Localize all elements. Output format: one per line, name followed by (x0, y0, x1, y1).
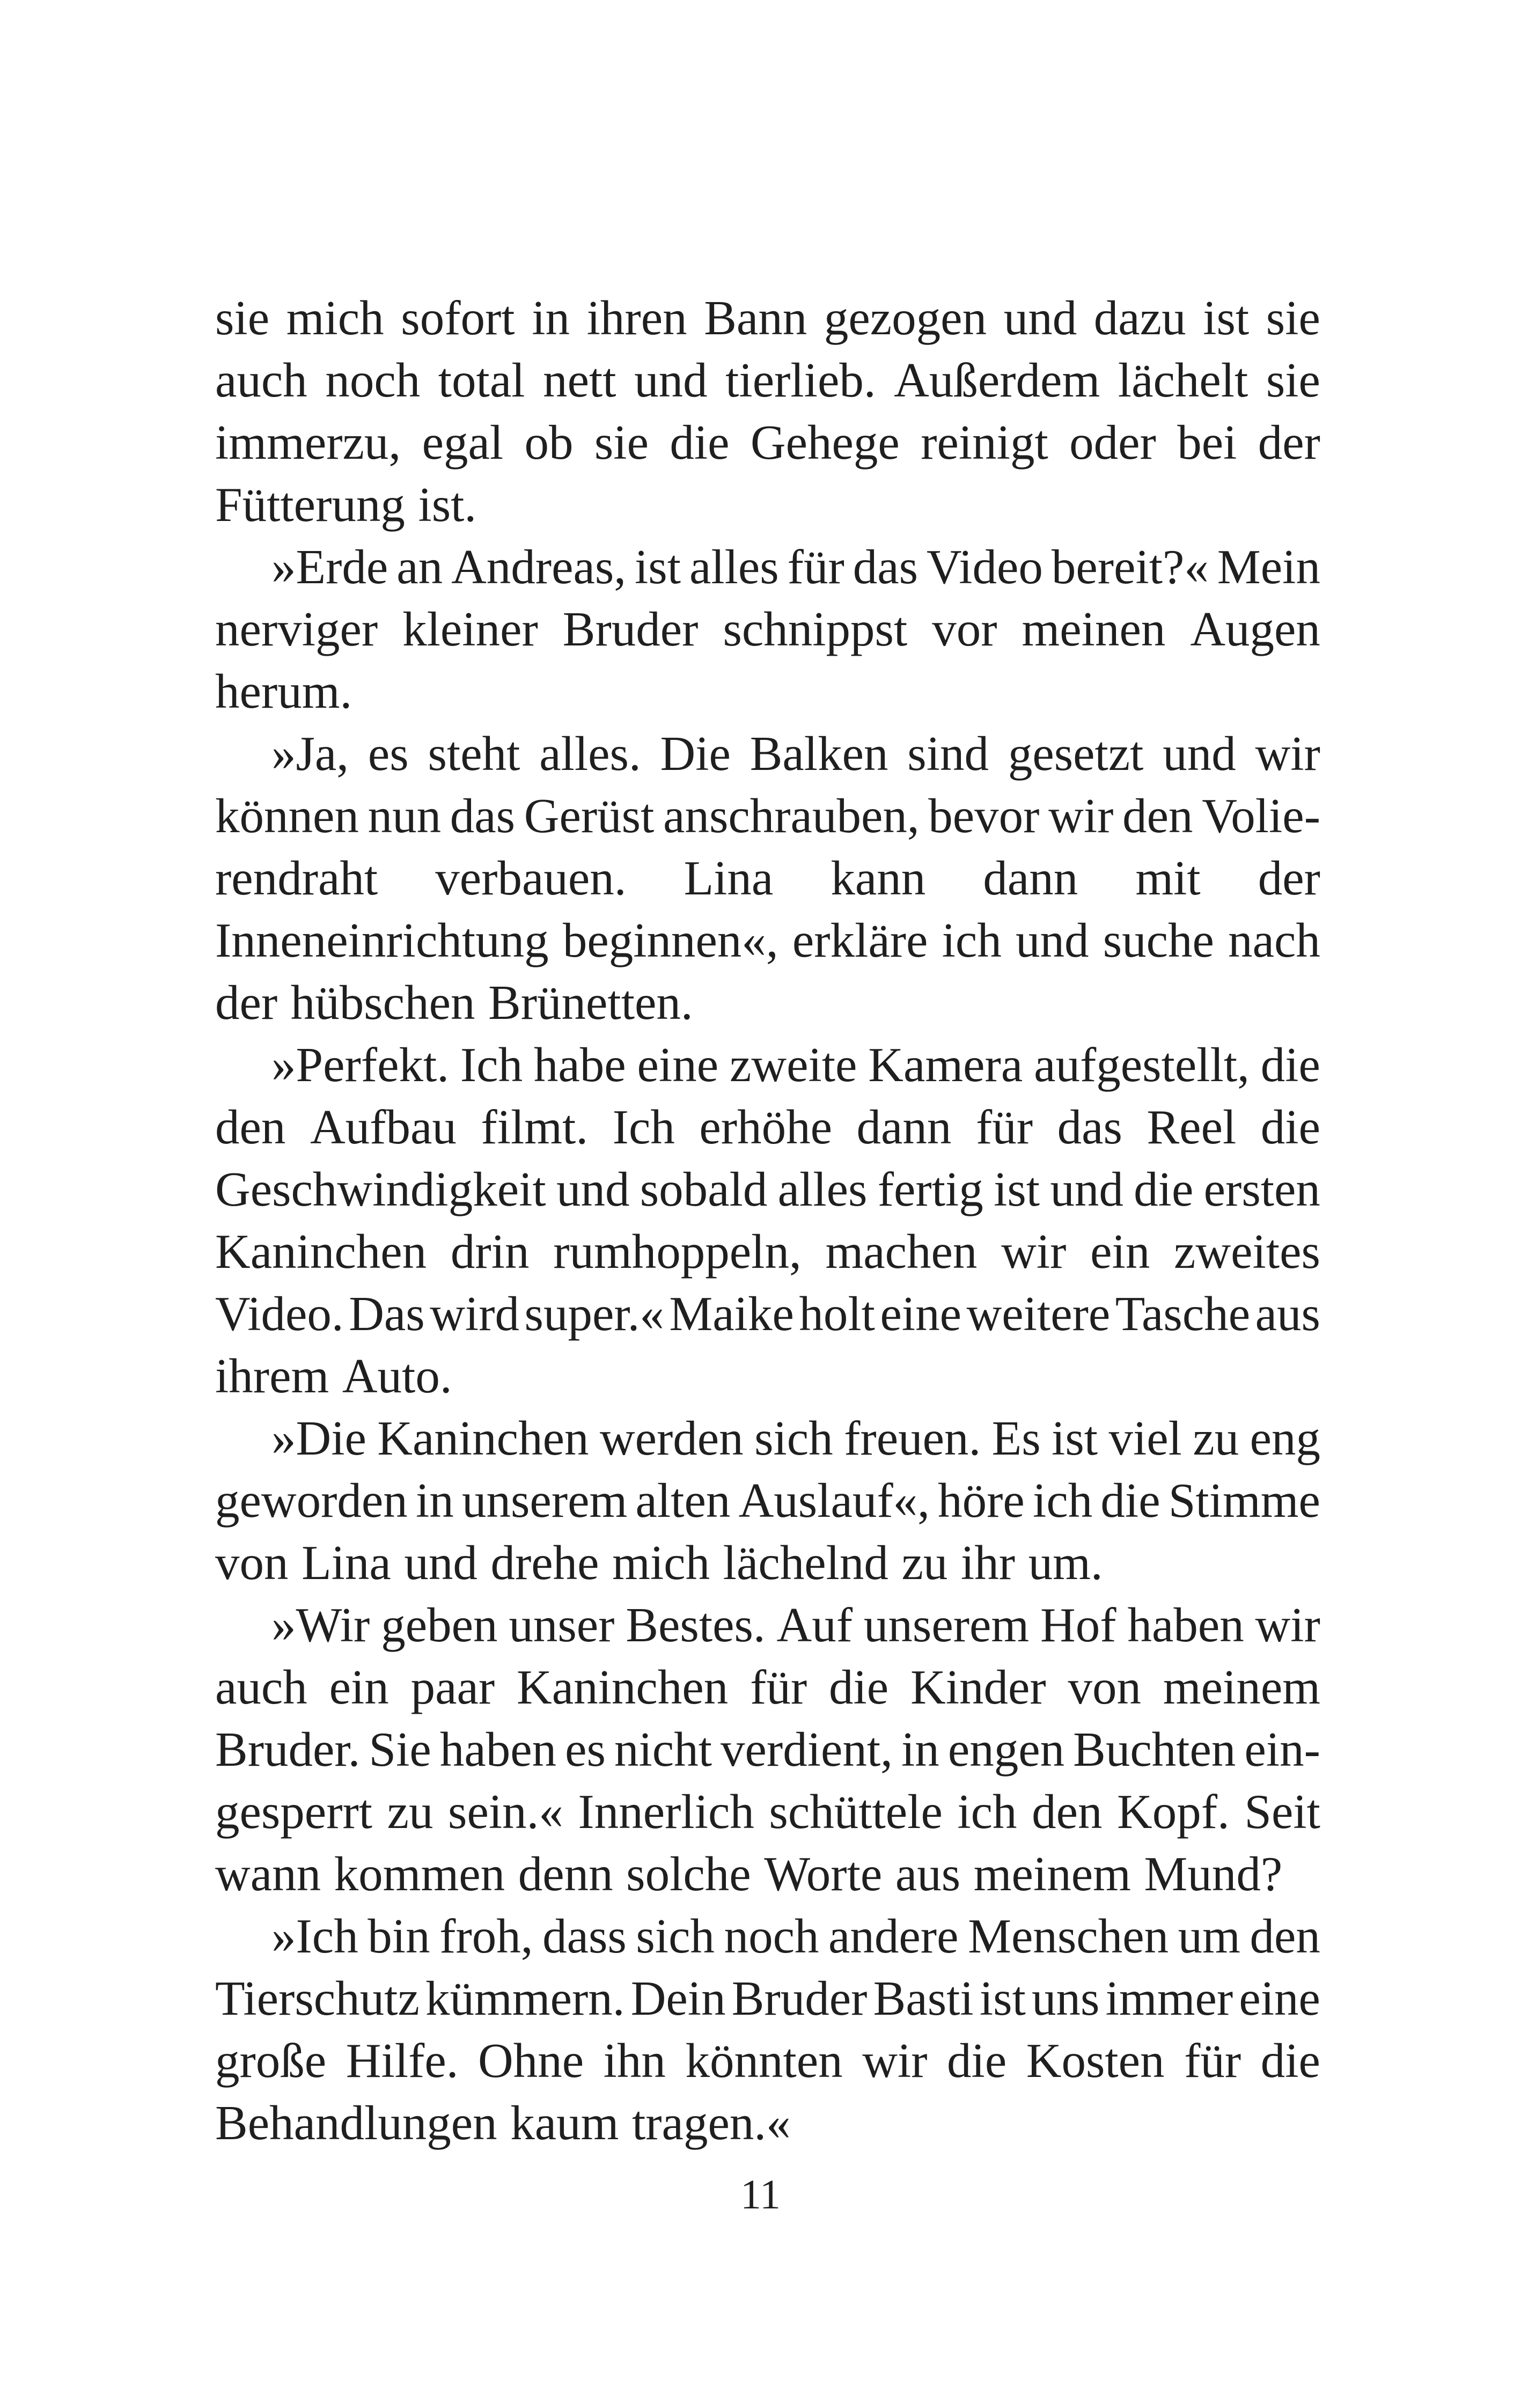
word: alles (777, 1162, 868, 1216)
word: meinem (1163, 1660, 1320, 1714)
word: können (215, 789, 359, 843)
word: froh, (439, 1909, 533, 1963)
word: Bruder (731, 1971, 868, 2025)
word: weitere (966, 1287, 1111, 1341)
word: unserem (462, 1473, 628, 1528)
text-line (215, 1594, 1320, 1656)
word: Kaninchen (215, 1224, 427, 1279)
word: ist (1203, 291, 1250, 345)
word: wir (862, 2033, 928, 2088)
word: wir (1048, 789, 1114, 843)
word: kleiner (402, 602, 538, 656)
word: total (438, 353, 525, 407)
word: ein (1090, 1224, 1150, 1279)
word: egal (422, 415, 504, 469)
word: mit (1135, 851, 1201, 905)
word: eine (637, 1038, 719, 1092)
text-line (215, 1843, 1320, 1905)
word: Kopf. (1117, 1785, 1230, 1839)
word: in (416, 1473, 454, 1528)
word: die (828, 1660, 889, 1714)
word: engen (947, 1722, 1065, 1776)
word: aufgestellt, (1034, 1038, 1250, 1092)
word: unser (509, 1598, 615, 1652)
body-text (215, 287, 1320, 2154)
word: mich (286, 291, 384, 345)
word: zu (387, 1785, 433, 1839)
word: ihrem (215, 1349, 329, 1403)
word: ist (979, 1971, 1026, 2025)
word: Außerdem (894, 353, 1100, 407)
word: vor (932, 602, 997, 656)
word: solche (626, 1847, 751, 1901)
paragraph (215, 1407, 1320, 1594)
text-line (215, 1096, 1320, 1158)
word: Sie (369, 1722, 431, 1776)
word: uns (1032, 1971, 1100, 2025)
word: wir (1001, 1224, 1067, 1279)
word: nun (368, 789, 442, 843)
word: Hilfe. (346, 2033, 459, 2088)
word: eng (1250, 1411, 1320, 1465)
word: Maike (669, 1287, 794, 1341)
word: haben (1127, 1598, 1244, 1652)
word: Kosten (1026, 2033, 1165, 2088)
word: Kamera (868, 1038, 1023, 1092)
word: Video. (215, 1287, 344, 1341)
word: auch (215, 1660, 307, 1714)
word: Basti (873, 1971, 974, 2025)
word: drin (450, 1224, 530, 1279)
word: das (853, 540, 919, 594)
word: Bann (704, 291, 807, 345)
paragraph (215, 536, 1320, 723)
word: Worte (764, 1847, 883, 1901)
word: wird (430, 1287, 520, 1341)
word: von (215, 1536, 289, 1590)
word: rumhoppeln, (553, 1224, 802, 1279)
word: »Ich (271, 1909, 358, 1963)
word: Auslauf«, (738, 1473, 930, 1528)
word: wir (1255, 726, 1320, 781)
word: ein- (1244, 1722, 1320, 1776)
word: nett (543, 353, 616, 407)
word: aus (895, 1847, 961, 1901)
word: die (670, 415, 730, 469)
word: große (215, 2033, 327, 2088)
word: lächelnd (723, 1536, 888, 1590)
word: ist (1052, 1411, 1098, 1465)
word: zu (901, 1536, 948, 1590)
word: filmt. (481, 1100, 589, 1154)
word: nerviger (215, 602, 378, 656)
text-line (215, 1283, 1320, 1345)
word: Es (991, 1411, 1041, 1465)
word: für (1184, 2033, 1241, 2088)
word: paar (410, 1660, 495, 1714)
word: ist (635, 540, 681, 594)
word: Innerlich (578, 1785, 754, 1839)
text-line (215, 1470, 1320, 1532)
word: immerzu, (215, 415, 401, 469)
word: »Wir (271, 1598, 370, 1652)
word: bevor (928, 789, 1040, 843)
word: Mein (1217, 540, 1320, 594)
word: Kaninchen (377, 1411, 589, 1465)
word: Buchten (1073, 1722, 1236, 1776)
word: dass (542, 1909, 627, 1963)
word: Geschwindigkeit (215, 1162, 546, 1216)
word: Balken (750, 726, 888, 781)
word: Das (349, 1287, 425, 1341)
text-line (215, 972, 1320, 1034)
word: sich (636, 1909, 715, 1963)
word: schüttele (769, 1785, 943, 1839)
text-line (215, 1034, 1320, 1096)
word: wir (1255, 1598, 1320, 1652)
text-line (215, 349, 1320, 412)
word: meinem (973, 1847, 1131, 1901)
word: schnippst (723, 602, 908, 656)
word: Behandlungen (215, 2096, 497, 2150)
word: Hof (1040, 1598, 1116, 1652)
text-line (215, 1532, 1320, 1594)
word: gezogen (824, 291, 987, 345)
word: ich (957, 1785, 1017, 1839)
text-line (215, 1781, 1320, 1843)
word: Lina (684, 851, 774, 905)
word: steht (428, 726, 520, 781)
word: für (975, 1100, 1033, 1154)
word: Video (926, 540, 1043, 594)
paragraph (215, 287, 1320, 536)
word: immer (1105, 1971, 1233, 2025)
word: sich (754, 1411, 833, 1465)
word: Bruder. (215, 1722, 361, 1776)
word: eine (880, 1287, 962, 1341)
text-line (215, 847, 1320, 909)
word: ihren (586, 291, 687, 345)
word: bin (368, 1909, 430, 1963)
word: es (368, 726, 409, 781)
word: »Erde (271, 540, 388, 594)
paragraph (215, 1905, 1320, 2154)
word: oder (1069, 415, 1156, 469)
word: sie (594, 415, 649, 469)
word: der (215, 975, 278, 1030)
word: drehe (490, 1536, 599, 1590)
word: gesetzt (1008, 726, 1144, 781)
word: rendraht (215, 851, 378, 905)
word: und (1050, 1162, 1123, 1216)
text-line (215, 723, 1320, 785)
word: und (634, 353, 708, 407)
word: die (1260, 1100, 1320, 1154)
word: ich (1033, 1473, 1093, 1528)
text-line (215, 1656, 1320, 1719)
word: werden (599, 1411, 744, 1465)
word: ist (994, 1162, 1040, 1216)
word: kommen (334, 1847, 505, 1901)
word: Tierschutz (215, 1971, 420, 2025)
word: hübschen (290, 975, 475, 1030)
text-line (215, 412, 1320, 474)
word: den (1032, 1785, 1103, 1839)
word: reinigt (921, 415, 1048, 469)
word: Andreas, (451, 540, 627, 594)
text-line (215, 474, 1320, 536)
word: denn (518, 1847, 613, 1901)
word: Auf (776, 1598, 853, 1652)
word: viel (1108, 1411, 1182, 1465)
word: die (947, 2033, 1007, 2088)
word: suche (1103, 913, 1214, 967)
text-line (215, 1905, 1320, 1967)
word: und (1003, 291, 1077, 345)
word: super.« (524, 1287, 664, 1341)
word: ein (329, 1660, 389, 1714)
word: meinen (1022, 602, 1166, 656)
word: ist. (418, 478, 477, 532)
word: freuen. (844, 1411, 981, 1465)
word: sofort (401, 291, 515, 345)
word: tragen.« (631, 2096, 791, 2150)
text-line (215, 1345, 1320, 1407)
paragraph (215, 723, 1320, 1034)
word: Volie- (1202, 789, 1320, 843)
word: dazu (1093, 291, 1186, 345)
word: Dein (630, 1971, 726, 2025)
word: gesperrt (215, 1785, 373, 1839)
word: bei (1177, 415, 1237, 469)
word: zu (1193, 1411, 1239, 1465)
word: sie (215, 291, 270, 345)
word: es (565, 1722, 606, 1776)
word: den (215, 1100, 286, 1154)
word: zweite (729, 1038, 857, 1092)
word: kümmern. (425, 1971, 625, 2025)
word: Brünetten. (488, 975, 693, 1030)
word: Ich (612, 1100, 675, 1154)
word: die (1134, 1162, 1194, 1216)
word: machen (825, 1224, 978, 1279)
word: erkläre (792, 913, 928, 967)
word: der (1258, 415, 1320, 469)
text-line (215, 2030, 1320, 2092)
word: den (1250, 1909, 1320, 1963)
word: in (901, 1722, 939, 1776)
text-line (215, 1719, 1320, 1781)
word: ich (942, 913, 1002, 967)
word: anschrauben, (663, 789, 920, 843)
text-line (215, 785, 1320, 847)
paragraph (215, 1594, 1320, 1905)
text-line (215, 909, 1320, 972)
word: beginnen«, (562, 913, 778, 967)
word: sobald (640, 1162, 768, 1216)
word: und (404, 1536, 477, 1590)
word: lächelt (1118, 353, 1248, 407)
word: bereit?« (1051, 540, 1209, 594)
word: Gerüst (524, 789, 655, 843)
word: Tasche (1115, 1287, 1251, 1341)
word: wann (215, 1847, 321, 1901)
word: Seit (1244, 1785, 1320, 1839)
word: haben (439, 1722, 557, 1776)
word: Lina (302, 1536, 391, 1590)
word: andere (828, 1909, 959, 1963)
word: ihn (603, 2033, 666, 2088)
word: Reel (1147, 1100, 1237, 1154)
word: sind (907, 726, 989, 781)
text-line (215, 598, 1320, 660)
word: »Ja, (271, 726, 349, 781)
word: von (1068, 1660, 1142, 1714)
word: alten (635, 1473, 731, 1528)
word: »Die (271, 1411, 366, 1465)
word: Gehege (750, 415, 900, 469)
word: die (1260, 2033, 1320, 2088)
word: noch (724, 1909, 819, 1963)
word: Kinder (910, 1660, 1046, 1714)
word: für (750, 1660, 807, 1714)
word: geworden (215, 1473, 408, 1528)
word: ob (524, 415, 574, 469)
word: Ohne (478, 2033, 584, 2088)
word: Fütterung (215, 478, 405, 532)
word: Inneneinrichtung (215, 913, 549, 967)
word: Bruder (562, 602, 699, 656)
word: dann (856, 1100, 952, 1154)
word: um. (1028, 1536, 1103, 1590)
word: nach (1228, 913, 1320, 967)
text-line (215, 1158, 1320, 1221)
word: Menschen (968, 1909, 1169, 1963)
page-number: 11 (740, 2171, 781, 2218)
word: holt (799, 1287, 875, 1341)
word: herum. (215, 664, 352, 718)
word: geben (381, 1598, 498, 1652)
word: der (1258, 851, 1320, 905)
word: Bestes. (626, 1598, 766, 1652)
word: das (450, 789, 516, 843)
text-line (215, 1967, 1320, 2030)
word: »Perfekt. (271, 1038, 450, 1092)
word: Aufbau (310, 1100, 457, 1154)
word: Die (660, 726, 731, 781)
word: sie (1266, 353, 1320, 407)
word: Mund? (1144, 1847, 1283, 1901)
word: dann (983, 851, 1078, 905)
word: könnten (685, 2033, 843, 2088)
word: ersten (1203, 1162, 1320, 1216)
word: kaum (510, 2096, 619, 2150)
word: Augen (1190, 602, 1320, 656)
word: nicht (614, 1722, 712, 1776)
word: zweites (1174, 1224, 1320, 1279)
word: kann (831, 851, 926, 905)
word: die (1260, 1038, 1320, 1092)
word: höre (938, 1473, 1025, 1528)
word: um (1178, 1909, 1240, 1963)
word: unserem (863, 1598, 1030, 1652)
word: tierlieb. (725, 353, 876, 407)
word: fertig (877, 1162, 983, 1216)
word: an (396, 540, 443, 594)
word: Auto. (342, 1349, 452, 1403)
word: verdient, (721, 1722, 893, 1776)
word: das (1057, 1100, 1122, 1154)
word: sie (1266, 291, 1320, 345)
word: und (1163, 726, 1236, 781)
word: und (556, 1162, 630, 1216)
word: und (1016, 913, 1089, 967)
word: in (532, 291, 570, 345)
paragraph (215, 1034, 1320, 1407)
word: sein.« (448, 1785, 563, 1839)
word: den (1122, 789, 1193, 843)
word: eine (1239, 1971, 1320, 2025)
word: aus (1255, 1287, 1320, 1341)
word: auch (215, 353, 307, 407)
word: Ich (460, 1038, 523, 1092)
text-line (215, 287, 1320, 349)
word: verbauen. (435, 851, 627, 905)
word: erhöhe (699, 1100, 832, 1154)
text-line (215, 1407, 1320, 1470)
word: Kaninchen (517, 1660, 729, 1714)
word: alles. (539, 726, 641, 781)
text-line (215, 2092, 1320, 2154)
text-line (215, 1221, 1320, 1283)
word: Stimme (1168, 1473, 1320, 1528)
word: ihr (960, 1536, 1015, 1590)
word: habe (533, 1038, 626, 1092)
word: für (787, 540, 844, 594)
text-line (215, 536, 1320, 598)
word: die (1100, 1473, 1160, 1528)
word: alles (689, 540, 779, 594)
word: mich (612, 1536, 710, 1590)
word: noch (325, 353, 421, 407)
text-line (215, 660, 1320, 723)
